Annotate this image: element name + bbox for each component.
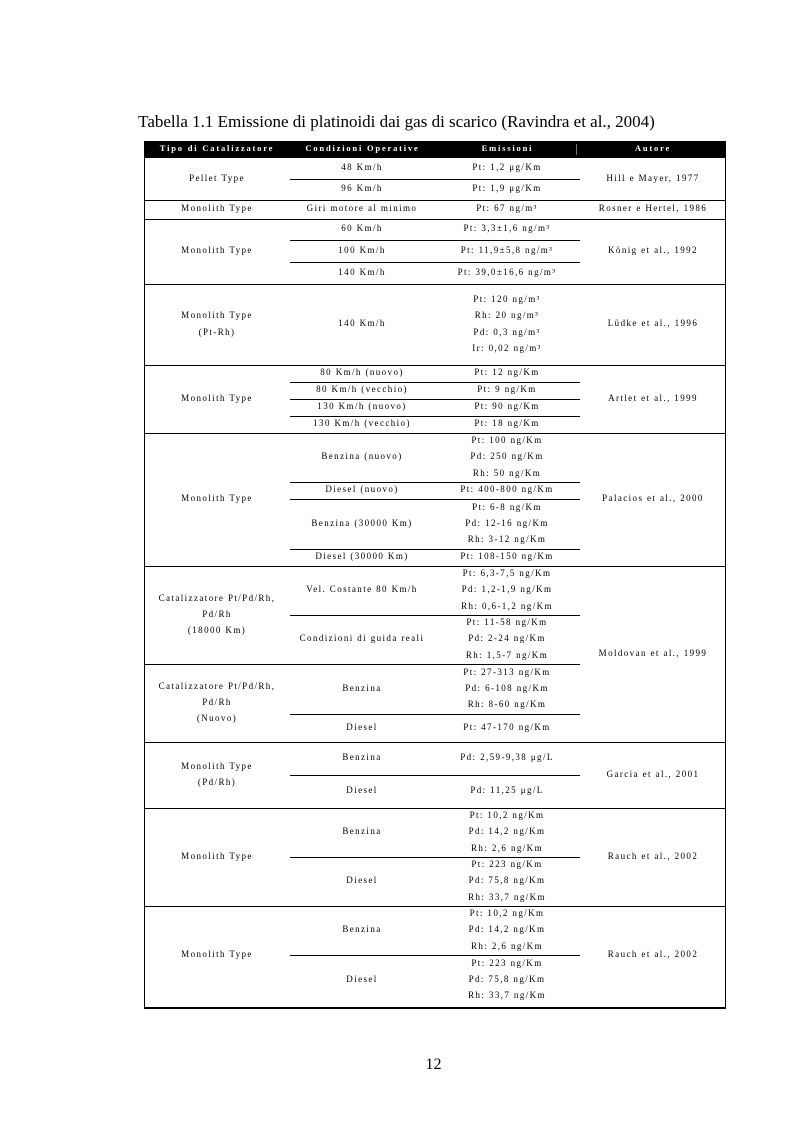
group-divider	[144, 433, 726, 434]
emission-cell: Pd: 75,8 ng/Km	[468, 875, 546, 886]
emission-cell: Pt: 18 ng/Km	[474, 418, 540, 429]
emission-cell: Pt: 223 ng/Km	[471, 859, 543, 870]
condition-cell: Diesel (30000 Km)	[315, 551, 409, 562]
condition-cell: Benzina	[342, 752, 382, 763]
emission-cell: Pd: 2-24 ng/Km	[468, 633, 546, 644]
condition-divider	[290, 416, 580, 417]
table-header	[144, 141, 726, 158]
author-cell: Rauch et al., 2002	[607, 949, 699, 960]
author-cell: Lüdke et al., 1996	[607, 318, 699, 329]
emission-cell: Rh: 50 ng/Km	[472, 467, 542, 478]
emission-cell: Rh: 33,7 ng/Km	[468, 891, 546, 902]
catalyst-type-cell: (Nuovo)	[196, 713, 238, 724]
emission-cell: Pd: 0,3 ng/m³	[473, 326, 541, 337]
author-cell: Hill e Mayer, 1977	[606, 172, 700, 183]
emission-cell: Pd: 1,2-1,9 ng/Km	[461, 584, 553, 595]
condition-divider	[290, 262, 580, 263]
condition-cell: 80 Km/h (nuovo)	[320, 367, 404, 378]
catalyst-type-cell: Monolith Type	[181, 245, 253, 256]
condition-cell: Benzina	[342, 826, 382, 837]
condition-divider	[290, 857, 580, 858]
author-cell: Palacios et al., 2000	[602, 493, 704, 504]
author-cell: Artlet et al., 1999	[608, 392, 698, 403]
group-divider	[144, 200, 726, 201]
condition-cell: Giri motore al minimo	[306, 203, 418, 214]
author-cell: Rosner e Hertel, 1986	[598, 203, 708, 214]
catalyst-type-cell: Pellet Type	[189, 172, 245, 183]
emission-cell: Rh: 8-60 ng/Km	[467, 699, 547, 710]
condition-divider	[290, 240, 580, 241]
emission-cell: Pt: 39,0±16,6 ng/m³	[457, 266, 557, 277]
condition-cell: 100 Km/h	[338, 244, 386, 255]
emission-cell: Pd: 6-108 ng/Km	[465, 682, 549, 693]
condition-cell: 96 Km/h	[341, 183, 383, 194]
catalyst-type-cell: Monolith Type	[181, 203, 253, 214]
emission-cell: Pt: 6,3-7,5 ng/Km	[462, 568, 552, 579]
group-divider	[144, 566, 726, 567]
emission-cell: Pt: 12 ng/Km	[474, 367, 540, 378]
header-tipo: Tipo di Catalizzatore	[159, 143, 275, 153]
condition-divider	[290, 482, 580, 483]
emission-cell: Rh: 0,6-1,2 ng/Km	[461, 600, 553, 611]
author-cell: Moldovan et al., 1999	[598, 647, 708, 658]
condition-divider	[290, 615, 580, 616]
condition-cell: Diesel	[346, 875, 378, 886]
group-divider	[144, 284, 726, 285]
emission-cell: Rh: 20 ng/m³	[474, 310, 540, 321]
condition-cell: 60 Km/h	[341, 223, 383, 234]
emission-cell: Pd: 14,2 ng/Km	[468, 924, 546, 935]
group-divider	[144, 906, 726, 907]
catalyst-type-cell: Pd/Rh	[202, 696, 232, 707]
condition-cell: 48 Km/h	[341, 162, 383, 173]
emission-cell: Rh: 1,5-7 ng/Km	[465, 649, 549, 660]
emission-cell: Pt: 90 ng/Km	[474, 401, 540, 412]
emission-cell: Pt: 11-58 ng/Km	[466, 617, 548, 628]
catalyst-type-cell: Catalizzatore Pt/Pd/Rh,	[158, 592, 276, 603]
condition-cell: Benzina	[342, 924, 382, 935]
catalyst-type-cell: Monolith Type	[181, 949, 253, 960]
emission-cell: Pd: 75,8 ng/Km	[468, 973, 546, 984]
condition-divider	[290, 714, 580, 715]
condition-cell: Diesel	[346, 721, 378, 732]
emission-cell: Ir: 0,02 ng/m³	[472, 342, 542, 353]
group-divider	[144, 808, 726, 809]
condition-cell: Benzina (30000 Km)	[311, 517, 413, 528]
condition-divider	[290, 549, 580, 550]
emission-cell: Pt: 100 ng/Km	[471, 435, 543, 446]
emission-cell: Pt: 10,2 ng/Km	[469, 810, 545, 821]
author-cell: Rauch et al., 2002	[607, 850, 699, 861]
emission-cell: Pt: 3,3±1,6 ng/m³	[463, 223, 551, 234]
condition-cell: 80 Km/h (vecchio)	[316, 384, 408, 395]
condition-cell: 130 Km/h (vecchio)	[313, 418, 411, 429]
emission-cell: Pt: 1,9 μg/Km	[472, 183, 542, 194]
condition-divider	[290, 399, 580, 400]
condition-cell: 130 Km/h (nuovo)	[317, 401, 407, 412]
author-cell: König et al., 1992	[608, 245, 698, 256]
catalyst-type-cell: (Pd/Rh)	[197, 777, 237, 787]
condition-cell: 140 Km/h	[338, 318, 386, 329]
catalyst-type-cell: Monolith Type	[181, 850, 253, 861]
author-cell: Garcia et al., 2001	[606, 768, 700, 779]
condition-cell: Diesel (nuovo)	[325, 484, 399, 495]
emission-cell: Rh: 33,7 ng/Km	[468, 990, 546, 1001]
emission-cell: Pt: 10,2 ng/Km	[469, 908, 545, 919]
condition-cell: Vel. Costante 80 Km/h	[306, 584, 418, 595]
page-number: 12	[425, 1056, 442, 1073]
catalyst-type-cell: (18000 Km)	[187, 625, 247, 636]
catalyst-type-cell: (Pt-Rh)	[198, 326, 236, 337]
header-autore: Autore	[634, 143, 672, 153]
emission-cell: Pt: 6-8 ng/Km	[472, 501, 542, 512]
condition-divider	[290, 179, 580, 180]
emission-cell: Pt: 27-313 ng/Km	[463, 666, 551, 677]
emission-cell: Pt: 9 ng/Km	[477, 384, 537, 395]
group-divider	[144, 742, 726, 743]
condition-cell: Condizioni di guida reali	[299, 633, 425, 644]
catalyst-type-cell: Monolith Type	[181, 493, 253, 504]
header-emissioni: Emissioni	[481, 143, 534, 153]
emission-cell: Pt: 1,2 μg/Km	[472, 162, 542, 173]
emission-cell: Pd: 14,2 ng/Km	[468, 826, 546, 837]
condition-cell: Benzina	[342, 682, 382, 693]
emission-cell: Pd: 11,25 μg/L	[470, 785, 544, 796]
emission-cell: Pt: 67 ng/m³	[476, 203, 538, 214]
emission-cell: Pd: 2,59-9,38 μg/L	[460, 752, 554, 763]
condition-cell: Diesel	[346, 785, 378, 796]
catalyst-type-cell: Catalizzatore Pt/Pd/Rh,	[158, 680, 276, 691]
catalyst-type-cell: Monolith Type	[181, 760, 253, 771]
condition-divider	[290, 775, 580, 776]
condition-cell: Diesel	[346, 973, 378, 984]
group-divider	[144, 664, 580, 665]
catalyst-type-cell: Monolith Type	[181, 310, 253, 321]
condition-divider	[290, 955, 580, 956]
emission-cell: Pt: 11,9±5,8 ng/m³	[460, 244, 554, 255]
header-separator	[576, 144, 577, 155]
emission-cell: Rh: 3-12 ng/Km	[467, 534, 547, 545]
catalyst-type-cell: Pd/Rh	[202, 608, 232, 619]
emission-cell: Pt: 108-150 ng/Km	[460, 551, 554, 562]
header-condizioni: Condizioni Operative	[305, 143, 420, 153]
group-divider	[144, 365, 726, 366]
catalyst-type-cell: Monolith Type	[181, 392, 253, 403]
condition-divider	[290, 382, 580, 383]
condition-divider	[290, 499, 580, 500]
emission-cell: Pt: 120 ng/m³	[473, 293, 541, 304]
table-caption: Tabella 1.1 Emissione di platinoidi dai gas di scarico (Ravindra et al., 2004)	[138, 112, 655, 131]
emission-cell: Pt: 223 ng/Km	[471, 957, 543, 968]
emission-cell: Pd: 12-16 ng/Km	[465, 517, 549, 528]
emission-cell: Rh: 2,6 ng/Km	[471, 940, 543, 951]
emission-cell: Pd: 250 ng/Km	[470, 451, 544, 462]
emission-cell: Pt: 400-800 ng/Km	[460, 484, 554, 495]
group-divider	[144, 219, 726, 220]
condition-cell: Benzina (nuovo)	[321, 451, 403, 462]
condition-cell: 140 Km/h	[338, 266, 386, 277]
emission-cell: Rh: 2,6 ng/Km	[471, 842, 543, 853]
emission-cell: Pt: 47-170 ng/Km	[463, 721, 551, 732]
